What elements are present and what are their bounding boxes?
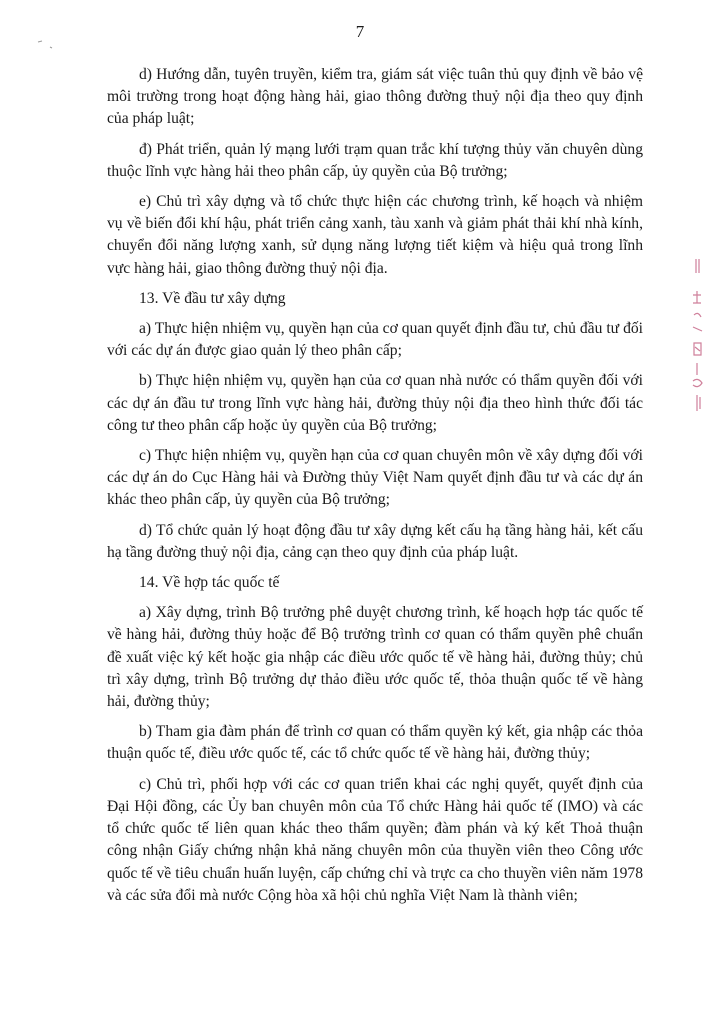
paragraph-p-dd-phat-trien: đ) Phát triển, quản lý mạng lưới trạm quan trắc khí tượng thủy văn chuyên dùng thuộc lĩnh vực hàng hải theo phân cấp, ủy quyền của Bộ trưởng; — [107, 140, 643, 180]
paragraph-p-d-huong-dan: d) Hướng dẫn, tuyên truyền, kiểm tra, giám sát việc tuân thủ quy định về bảo vệ môi trường trong hoạt động hàng hải, giao thông đường thuỷ nội địa theo quy định của pháp luật; — [107, 66, 643, 128]
section-heading-h-14: 14. Về hợp tác quốc tế — [139, 574, 280, 592]
paragraph-p-e-chu-tri: e) Chủ trì xây dựng và tổ chức thực hiện các chương trình, kế hoạch và nhiệm vụ về biến đổi khí hậu, phát triển cảng xanh, tàu xanh và giảm phát thải khí nhà kính, chuyển đổi năng lượng xanh, sử dụng năng lượng tiết kiệm và hiệu quả trong lĩnh vực hàng hải, giao thông đường thuỷ nội địa. — [107, 193, 643, 277]
document-body — [107, 64, 643, 915]
margin-stamp — [684, 255, 710, 415]
section-heading-h-13: 13. Về đầu tư xây dựng — [139, 289, 286, 307]
scan-mark — [36, 38, 60, 52]
paragraph-p-14c: c) Chủ trì, phối hợp với các cơ quan triển khai các nghị quyết, quyết định của Đại Hội đồng, các Ủy ban chuyên môn của Tổ chức Hàng hải quốc tế (IMO) và các tổ chức quốc tế liên quan khác theo thẩm quyền; đàm phán và ký kết Thoả thuận công nhận Giấy chứng nhận khả năng chuyên môn của thuyền viên theo Công ước quốc tế về tiêu chuẩn huấn luyện, cấp chứng chỉ và trực ca cho thuyền viên năm 1978 và các sửa đổi mà nước Cộng hòa xã hội chủ nghĩa Việt Nam là thành viên; — [107, 775, 643, 904]
paragraph-p-13b: b) Thực hiện nhiệm vụ, quyền hạn của cơ quan nhà nước có thẩm quyền đối với các dự án đầu tư trong lĩnh vực hàng hải, đường thủy nội địa theo hình thức đối tác công tư theo phân cấp hoặc ủy quyền của Bộ trưởng; — [107, 372, 643, 434]
paragraph-p-13c: c) Thực hiện nhiệm vụ, quyền hạn của cơ quan chuyên môn về xây dựng đối với các dự án do Cục Hàng hải và Đường thủy Việt Nam quyết định đầu tư và các dự án khác theo phân cấp, ủy quyền của Bộ trưởng; — [107, 447, 643, 509]
paragraph-p-14a: a) Xây dựng, trình Bộ trưởng phê duyệt chương trình, kế hoạch hợp tác quốc tế về hàng hải, đường thủy hoặc để Bộ trưởng trình cơ quan có thẩm quyền phê chuẩn đề xuất việc ký kết hoặc gia nhập các điều ước quốc tế về hàng hải, đường thủy; chủ trì xây dựng, trình Bộ trưởng dự thảo điều ước quốc tế, thỏa thuận quốc tế về hàng hải, đường thủy; — [107, 604, 643, 711]
paragraph-p-13d: d) Tổ chức quản lý hoạt động đầu tư xây dựng kết cấu hạ tầng hàng hải, kết cấu hạ tầng đường thuỷ nội địa, cảng cạn theo quy định của pháp luật. — [107, 521, 643, 561]
paragraph-p-13a: a) Thực hiện nhiệm vụ, quyền hạn của cơ quan quyết định đầu tư, chủ đầu tư đối với các dự án được giao quản lý theo phân cấp; — [107, 320, 643, 360]
paragraph-p-14b: b) Tham gia đàm phán để trình cơ quan có thẩm quyền ký kết, gia nhập các thỏa thuận quốc tế, điều ước quốc tế, các tổ chức quốc tế về hàng hải, đường thủy; — [107, 723, 643, 763]
page-number: 7 — [355, 22, 365, 41]
